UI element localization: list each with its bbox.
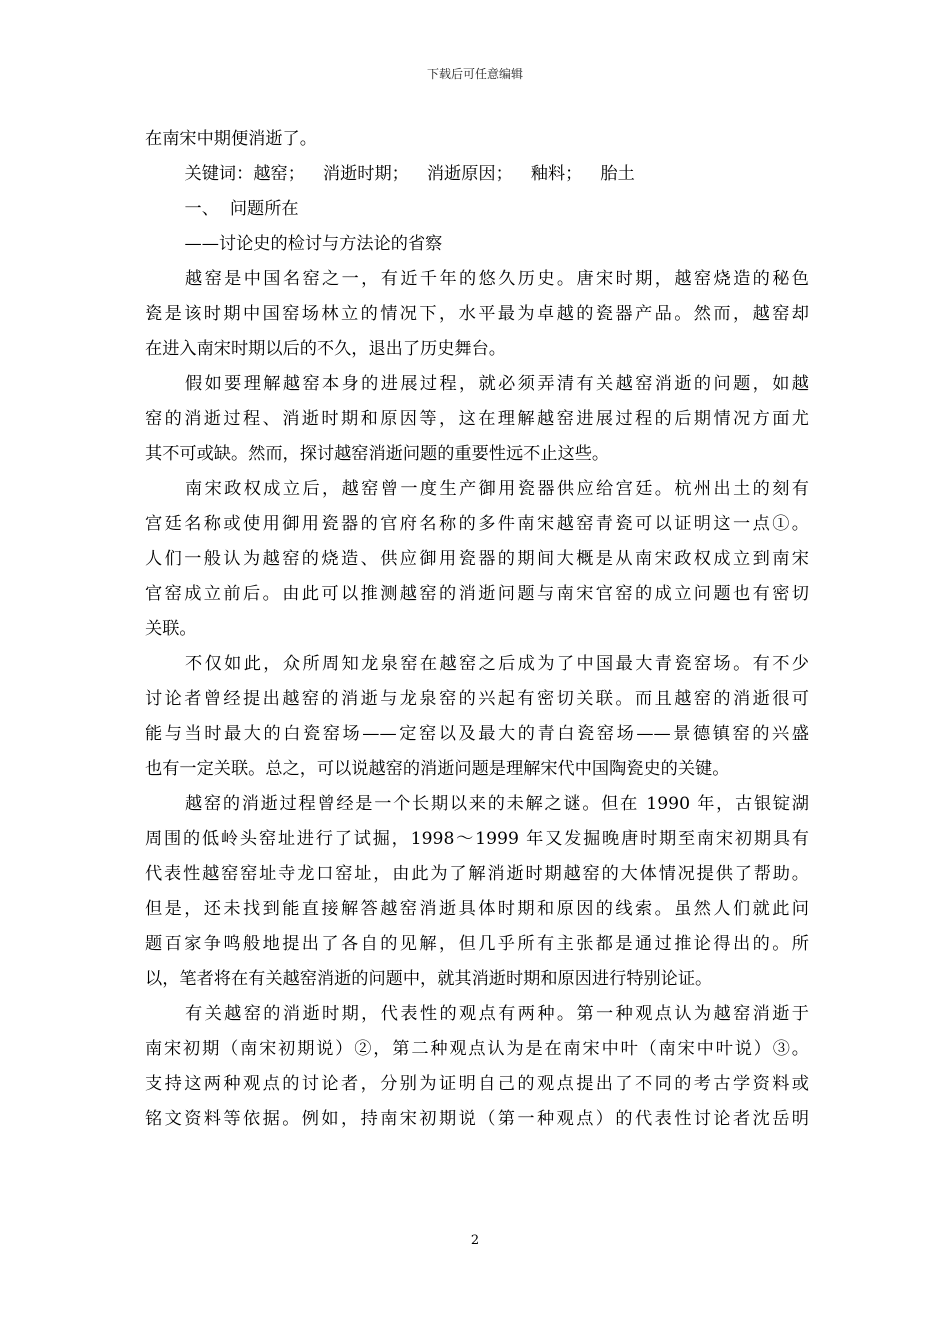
paragraph	[145, 472, 809, 647]
paragraph	[145, 997, 809, 1137]
paragraph	[145, 787, 809, 997]
paragraph-line: 在进入南宋时期以后的不久，退出了历史舞台。	[145, 339, 506, 359]
paragraph-line: 也有一定关联。总之，可以说越窑的消逝问题是理解宋代中国陶瓷史的关键。	[145, 759, 730, 779]
paragraph-line: 有关越窑的消逝时期，代表性的观点有两种。第一种观点认为越窑消逝于	[185, 1004, 809, 1024]
paragraph	[145, 647, 809, 787]
paragraph-line: 瓷是该时期中国窑场林立的情况下，水平最为卓越的瓷器产品。然而，越窑却	[145, 304, 809, 324]
paragraph-line: 假如要理解越窑本身的进展过程，就必须弄清有关越窑消逝的问题，如越	[185, 374, 809, 394]
document-body	[145, 122, 809, 1137]
page-header: 下载后可任意编辑	[426, 67, 523, 81]
paragraph-line: 人们一般认为越窑的烧造、供应御用瓷器的期间大概是从南宋政权成立到南宋	[145, 549, 809, 569]
paragraph-line: 官窑成立前后。由此可以推测越窑的消逝问题与南宋官窑的成立问题也有密切	[145, 584, 809, 604]
keywords-line	[145, 157, 809, 192]
paragraph-line: 讨论者曾经提出越窑的消逝与龙泉窑的兴起有密切关联。而且越窑的消逝很可	[145, 689, 809, 709]
paragraph-line: 代表性越窑窑址寺龙口窑址，由此为了解消逝时期越窑的大体情况提供了帮助。	[145, 864, 809, 884]
paragraph	[145, 367, 809, 472]
paragraph-line: 窑的消逝过程、消逝时期和原因等，这在理解越窑进展过程的后期情况方面尤	[145, 409, 809, 429]
paragraph-line: 能与当时最大的白瓷窑场——定窑以及最大的青白瓷窑场——景德镇窑的兴盛	[145, 724, 809, 744]
paragraph-line: 南宋初期（南宋初期说）②，第二种观点认为是在南宋中叶（南宋中叶说）③。	[145, 1039, 809, 1059]
paragraph-line: 越窑的消逝过程曾经是一个长期以来的未解之谜。但在 1990 年，古银锭湖	[185, 794, 809, 814]
paragraph-line: 题百家争鸣般地提出了各自的见解，但几乎所有主张都是通过推论得出的。所	[145, 934, 809, 954]
paragraph-line: 铭文资料等依据。例如，持南宋初期说（第一种观点）的代表性讨论者沈岳明	[145, 1109, 809, 1129]
keyword: 胎土	[600, 164, 635, 184]
continued-text-line: 在南宋中期便消逝了。	[145, 129, 317, 149]
paragraph-line: 关联。	[145, 619, 197, 639]
section-subtitle: ——讨论史的检讨与方法论的省察	[184, 234, 443, 254]
paragraph-line: 其不可或缺。然而，探讨越窑消逝问题的重要性远不止这些。	[145, 444, 610, 464]
keywords-label: 关键词：	[184, 164, 254, 184]
keyword: 釉料；	[530, 164, 583, 184]
keyword: 越窑；	[253, 164, 305, 184]
paragraph-line: 支持这两种观点的讨论者，分别为证明自己的观点提出了不同的考古学资料或	[145, 1074, 809, 1094]
paragraph-line: 不仅如此，众所周知龙泉窑在越窑之后成为了中国最大青瓷窑场。有不少	[185, 654, 809, 674]
page-number: 2	[470, 1233, 480, 1248]
paragraph-line: 宫廷名称或使用御用瓷器的官府名称的多件南宋越窑青瓷可以证明这一点①。	[145, 514, 809, 534]
paragraph-line: 越窑是中国名窑之一，有近千年的悠久历史。唐宋时期，越窑烧造的秘色	[185, 269, 809, 289]
paragraph-line: 南宋政权成立后，越窑曾一度生产御用瓷器供应给宫廷。杭州出土的刻有	[185, 479, 809, 499]
keyword: 消逝原因；	[426, 164, 513, 184]
section-title: 一、 问题所在	[184, 199, 299, 219]
paragraph	[145, 262, 809, 367]
paragraph-line: 以，笔者将在有关越窑消逝的问题中，就其消逝时期和原因进行特别论证。	[145, 969, 713, 989]
paragraph-line: 但是，还未找到能直接解答越窑消逝具体时期和原因的线索。虽然人们就此问	[145, 899, 809, 919]
paragraph-line: 周围的低岭头窑址进行了试掘，1998～1999 年又发掘晚唐时期至南宋初期具有	[145, 829, 809, 849]
keyword: 消逝时期；	[322, 164, 409, 184]
